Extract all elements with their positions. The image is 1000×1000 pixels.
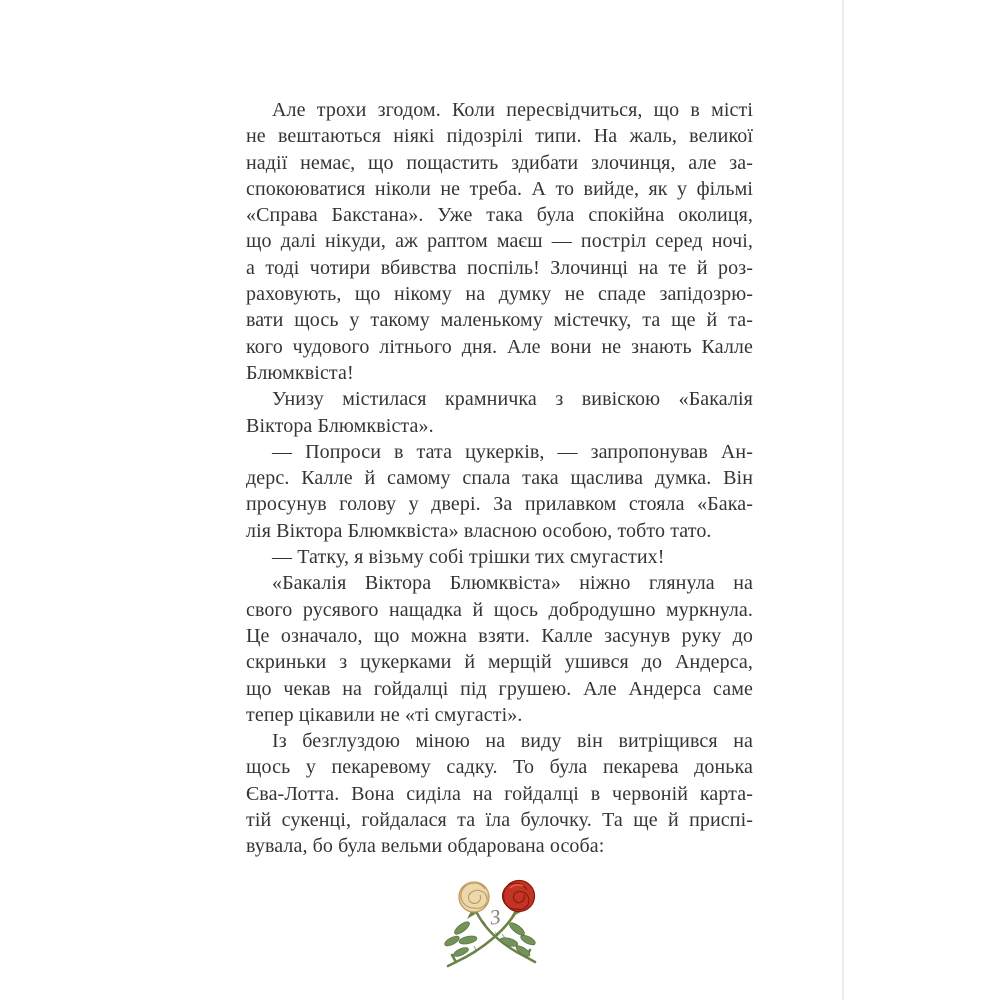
text-line: а тоді чотири вбивства поспіль! Злочинці на те й роз- (246, 256, 753, 279)
text-line: вувала, бо була вельми обдарована особа: (246, 835, 605, 858)
text-line: — Попроси в тата цукерків, — запропонував Ан- (272, 440, 753, 463)
text-line: раховують, що нікому на думку не спаде запідозрю- (246, 283, 753, 306)
text-line: Віктора Блюмквіста». (246, 414, 434, 437)
text-line: просунув голову у двері. За прилавком стояла «Бака- (246, 493, 753, 516)
text-line: «Справа Бакстана». Уже така була спокійна околиця, (246, 204, 753, 227)
text-line: дерс. Калле й самому спала така щаслива думка. Він (246, 467, 753, 490)
text-line: тепер цікавили не «ті смугасті». (246, 703, 523, 726)
rose-vignette (438, 878, 548, 973)
text-line: що чекав на гойдалці під грушею. Але Андерса саме (246, 677, 753, 700)
text-line: Єва-Лотта. Вона сиділа на гойдалці в червоній карта- (246, 782, 753, 805)
paragraph (246, 544, 753, 570)
text-line: «Бакалія Віктора Блюмквіста» ніжно глянула на (272, 572, 753, 595)
text-line: надії немає, що пощастить здибати злочинця, але за- (246, 151, 753, 174)
text-line: скриньки з цукерками й мерщій ушився до Андерса, (246, 651, 753, 674)
paragraph (246, 570, 753, 728)
text-line: тій сукенці, гойдалася та їла булочку. Та ще й приспі- (246, 809, 753, 832)
text-line: Із безглуздою міною на виду він витріщився на (272, 730, 753, 753)
text-line: вати щось у такому маленькому містечку, та ще й та- (246, 309, 753, 332)
text-line: Унизу містилася крамничка з вивіскою «Бакалія (272, 388, 753, 411)
text-line: Але трохи згодом. Коли пересвідчиться, що в місті (272, 99, 753, 121)
text-line: кого чудового літнього дня. Але вони не знають Калле (246, 335, 753, 358)
paragraph (246, 97, 753, 386)
text-line: щось у пекаревому садку. То була пекарева донька (246, 756, 753, 779)
text-line: свого русявого нащадка й щось добродушно муркнула. (246, 598, 753, 621)
page-number: 3 (488, 904, 503, 930)
text-line: спокоюватися ніколи не треба. А то вийде, як у фільмі (246, 177, 753, 200)
paragraph (246, 386, 753, 439)
text-line: Блюмквіста! (246, 361, 354, 384)
page-text (246, 97, 753, 860)
paragraph (246, 439, 753, 544)
page-edge-line (842, 0, 844, 1000)
text-line: не вештаються ніякі підозрілі типи. На жаль, великої (246, 125, 753, 148)
text-line: що далі нікуди, аж раптом маєш — постріл серед ночі, (246, 230, 753, 253)
text-line: лія Віктора Блюмквіста» власною особою, тобто тато. (246, 519, 712, 542)
paragraph (246, 728, 753, 859)
text-line: — Татку, я візьму собі трішки тих смугастих! (272, 546, 665, 569)
text-line: Це означало, що можна взяти. Калле засунув руку до (246, 624, 753, 647)
